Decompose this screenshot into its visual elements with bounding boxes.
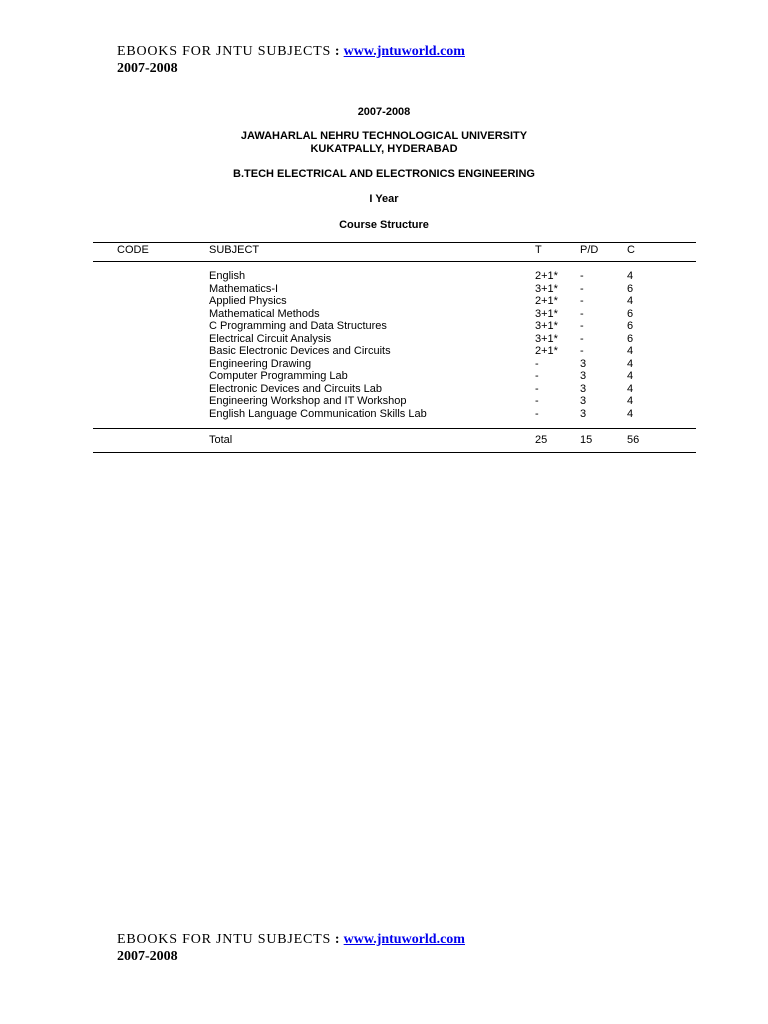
c-cell: 4 [627, 395, 634, 407]
jntuworld-link[interactable]: www.jntuworld.com [343, 932, 465, 947]
pd-cell: - [580, 295, 584, 307]
total-label: Total [209, 434, 233, 446]
section-title: Course Structure [339, 219, 429, 231]
c-cell: 6 [627, 282, 634, 295]
t-cell: - [535, 395, 539, 407]
pd-cell: - [580, 307, 584, 320]
t-cell: 3+1* [535, 332, 558, 345]
total-c: 56 [627, 434, 640, 446]
pd-cell: - [580, 270, 584, 282]
t-cell: 2+1* [535, 345, 558, 357]
document-year: 2007-2008 [357, 106, 411, 118]
banner-year: 2007-2008 [117, 949, 178, 964]
pd-cell: 3 [580, 370, 587, 382]
t-cell: - [535, 382, 539, 395]
subject-cell: C Programming and Data Structures [209, 320, 387, 332]
subject-cell: Engineering Workshop and IT Workshop [209, 395, 407, 407]
t-cell: - [535, 407, 539, 420]
t-cell: 2+1* [535, 270, 558, 282]
subject-cell: Engineering Drawing [209, 357, 312, 370]
header-pd: P/D [580, 244, 599, 256]
t-cell: - [535, 357, 539, 370]
pd-cell: - [580, 332, 584, 345]
subject-cell: English [209, 270, 246, 282]
header-c: C [627, 244, 635, 256]
subject-cell: Electrical Circuit Analysis [209, 332, 332, 345]
c-cell: 6 [627, 332, 634, 345]
banner-label: EBOOKS FOR JNTU SUBJECTS [117, 932, 332, 947]
total-top-rule [93, 428, 696, 429]
c-cell: 4 [627, 270, 634, 282]
pd-cell: 3 [580, 382, 587, 395]
c-cell: 6 [627, 307, 634, 320]
university-name: JAWAHARLAL NEHRU TECHNOLOGICAL UNIVERSITY [240, 130, 528, 142]
subject-cell: Electronic Devices and Circuits Lab [209, 382, 383, 395]
c-cell: 4 [627, 295, 634, 307]
year-label: I Year [369, 193, 399, 205]
table-top-rule [93, 242, 696, 243]
pd-cell: - [580, 282, 584, 295]
table-bottom-rule [93, 452, 696, 453]
t-cell: 2+1* [535, 295, 558, 307]
pd-cell: 3 [580, 357, 587, 370]
jntuworld-link[interactable]: www.jntuworld.com [343, 44, 465, 59]
total-t: 25 [535, 434, 548, 446]
total-pd: 15 [580, 434, 593, 446]
c-cell: 4 [627, 370, 634, 382]
subject-cell: Basic Electronic Devices and Circuits [209, 345, 391, 357]
header-code: CODE [117, 244, 149, 256]
table-header-rule [93, 261, 696, 262]
subject-cell: Mathematical Methods [209, 307, 320, 320]
subject-cell: English Language Communication Skills Lab [209, 407, 427, 420]
pd-cell: 3 [580, 407, 587, 420]
university-location: KUKATPALLY, HYDERABAD [310, 143, 458, 155]
header-banner [117, 43, 465, 77]
pd-cell: - [580, 320, 584, 332]
pd-cell: 3 [580, 395, 587, 407]
t-cell: 3+1* [535, 282, 558, 295]
header-subject: SUBJECT [209, 244, 260, 256]
subject-cell: Computer Programming Lab [209, 370, 348, 382]
c-cell: 4 [627, 407, 634, 420]
t-cell: - [535, 370, 539, 382]
t-cell: 3+1* [535, 320, 558, 332]
t-cell: 3+1* [535, 307, 558, 320]
c-cell: 6 [627, 320, 634, 332]
banner-separator: : [331, 932, 344, 947]
footer-banner [117, 931, 465, 965]
subject-cell: Mathematics-I [209, 282, 279, 295]
header-t: T [535, 244, 542, 256]
c-cell: 4 [627, 382, 634, 395]
banner-year: 2007-2008 [117, 61, 178, 76]
program-title: B.TECH ELECTRICAL AND ELECTRONICS ENGINEERING [233, 168, 535, 180]
c-cell: 4 [627, 345, 634, 357]
c-cell: 4 [627, 357, 634, 370]
pd-cell: - [580, 345, 584, 357]
subject-cell: Applied Physics [209, 295, 287, 307]
banner-label: EBOOKS FOR JNTU SUBJECTS [117, 44, 332, 59]
banner-separator: : [331, 44, 344, 59]
